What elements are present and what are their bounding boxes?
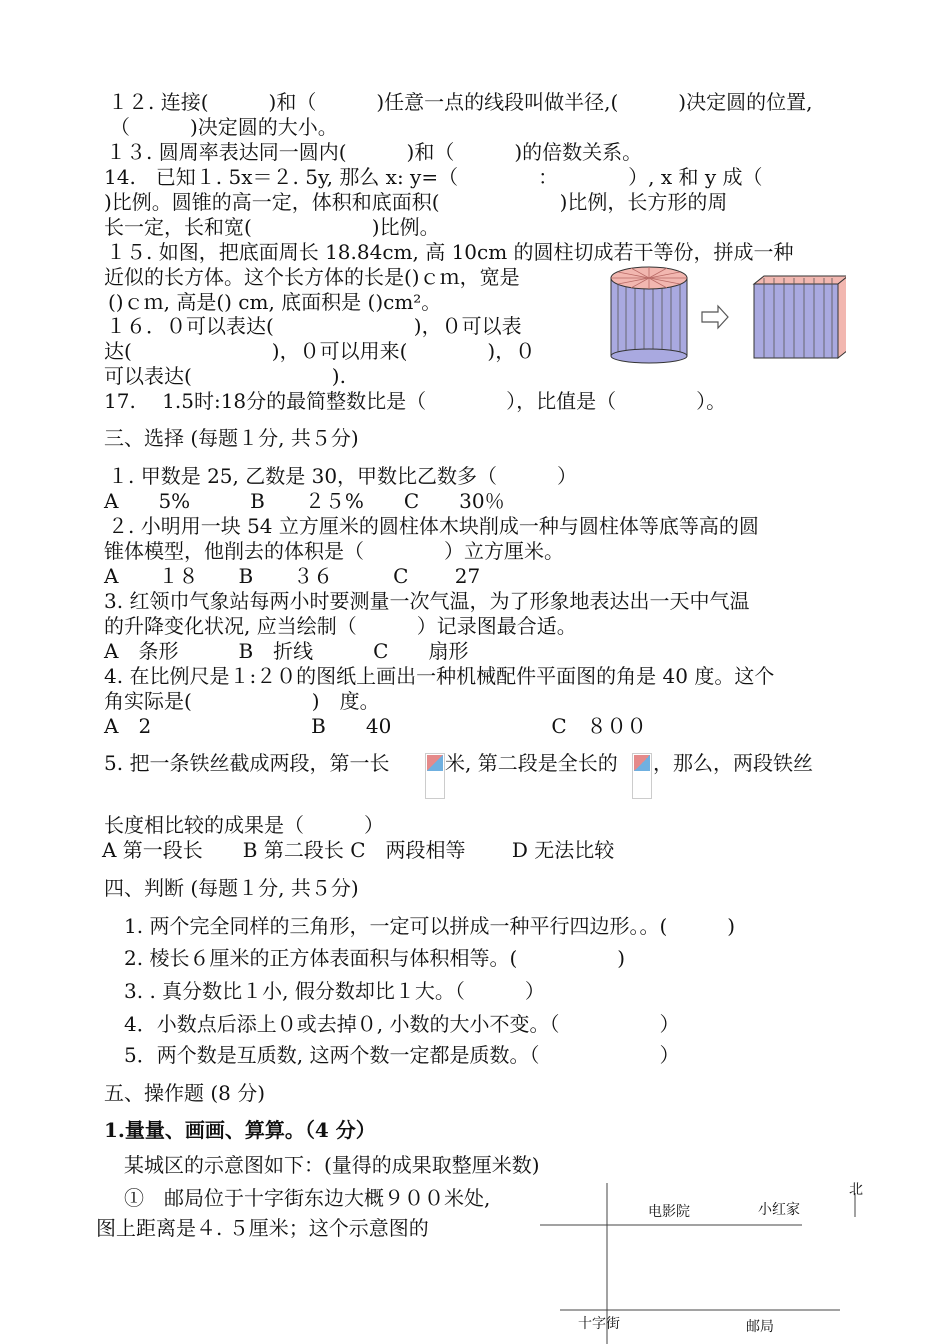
choice-3-line2: 的升降变化状况, 应当绘制（ ）记录图最合适。 xyxy=(104,614,577,638)
fraction-image-icon xyxy=(425,753,445,799)
choice-3-line1: 3. 红领巾气象站每两小时要测量一次气温，为了形象地表达出一天中气温 xyxy=(104,589,750,613)
cylinder-to-cuboid-figure xyxy=(606,264,846,364)
choice-5-line1c: ，那么，两段铁丝 xyxy=(653,751,813,775)
q15-line2: 近似的长方体。这个长方体的长是()ｃｍ，宽是 xyxy=(104,265,520,289)
q13-line: １３. 圆周率表达同一圆内( )和（ )的倍数关系。 xyxy=(106,140,643,164)
map-cinema-label: 电影院 xyxy=(648,1204,690,1220)
choice-5-line1a: 5. 把一条铁丝截成两段，第一长 xyxy=(104,751,390,775)
q16-line3: 可以表达( ). xyxy=(104,364,346,388)
arrow-right-icon xyxy=(702,306,728,328)
choice-5-options: A 第一段长 B 第二段长 C 两段相等 D 无法比较 xyxy=(102,838,615,862)
choice-2-options: A １８ B ３６ C 27 xyxy=(104,564,481,588)
section-5-heading: 五、操作题 (8 分) xyxy=(104,1081,266,1105)
map-north-label: 北 xyxy=(849,1182,863,1198)
section-4-heading: 四、判断 (每题１分, 共５分) xyxy=(104,876,359,900)
map-crossroad-label: 十字街 xyxy=(578,1316,620,1332)
q14-line3: 长一定，长和宽( )比例。 xyxy=(104,215,440,239)
q17-line: 17. 1.5时:18分的最简整数比是（ ），比值是（ ）。 xyxy=(104,389,727,413)
operation-1-intro: 某城区的示意图如下：(量得的成果取整厘米数) xyxy=(104,1153,540,1177)
q15-line1: １５. 如图，把底面周长 18.84cm, 高 10cm 的圆柱切成若干等份，拼成一种 xyxy=(106,240,794,264)
choice-2-line2: 锥体模型，他削去的体积是（ ）立方厘米。 xyxy=(104,539,564,563)
choice-1-options: A 5% B ２５% C 30％ xyxy=(104,489,505,513)
operation-1-title: 1.量量、画画、算算。（4 分） xyxy=(104,1118,376,1142)
q16-line2: 达( )，０可以用来( )，０ xyxy=(104,339,536,363)
operation-1-item1: ① 邮局位于十字街东边大概９００米处, xyxy=(104,1186,491,1210)
fraction-image-icon xyxy=(632,753,652,799)
cylinder-icon xyxy=(611,267,687,363)
choice-1-question: １. 甲数是 25, 乙数是 30，甲数比乙数多（ ） xyxy=(108,464,578,488)
choice-2-line1: ２. 小明用一块 54 立方厘米的圆柱体木块削成一种与圆柱体等底等高的圆 xyxy=(108,514,759,538)
q14-line2: )比例。圆锥的高一定，体积和底面积( )比例，长方形的周 xyxy=(104,190,728,214)
judge-5: 5．两个数是互质数, 这两个数一定都是质数。（ ） xyxy=(104,1043,680,1067)
section-3-heading: 三、选择 (每题１分, 共５分) xyxy=(104,426,359,450)
operation-1-item1-cont: 图上距离是４. ５厘米；这个示意图的 xyxy=(96,1216,429,1240)
choice-4-line2: 角实际是( ) 度。 xyxy=(104,689,380,713)
q14-line1: 14. 已知１. 5x＝２. 5y, 那么 x: y=（ ： ）, x 和 y 成（ xyxy=(104,165,763,189)
judge-3: 3. . 真分数比１小, 假分数却比１大。（ ） xyxy=(104,979,545,1003)
judge-4: 4．小数点后添上０或去掉０, 小数的大小不变。（ ） xyxy=(104,1012,680,1036)
choice-5-line2: 长度相比较的成果是（ ） xyxy=(104,813,384,837)
q12-line1: １２. 连接( )和（ )任意一点的线段叫做半径,( )决定圆的位置, xyxy=(108,90,813,114)
map-home-label: 小红家 xyxy=(758,1202,800,1218)
q15-line3: ()ｃｍ, 高是() cm, 底面积是 ()cm²。 xyxy=(108,290,442,314)
judge-2: 2. 棱长６厘米的正方体表面积与体积相等。( ) xyxy=(104,946,626,970)
q12-line2: （ )决定圆的大小。 xyxy=(110,115,338,139)
choice-4-line1: 4. 在比例尺是１:２０的图纸上画出一种机械配件平面图的角是 40 度。这个 xyxy=(104,664,775,688)
q16-line1: １６．０可以表达( )，０可以表 xyxy=(106,314,522,338)
choice-3-options: A 条形 B 折线 C 扇形 xyxy=(104,639,469,663)
choice-4-options: A 2 B 40 C ８００ xyxy=(104,714,647,738)
map-post-office-label: 邮局 xyxy=(746,1319,774,1335)
cuboid-icon xyxy=(754,276,846,358)
choice-5-line1b: 米, 第二段是全长的 xyxy=(445,751,618,775)
judge-1: 1. 两个完全同样的三角形，一定可以拼成一种平行四边形。。( ) xyxy=(104,914,736,938)
